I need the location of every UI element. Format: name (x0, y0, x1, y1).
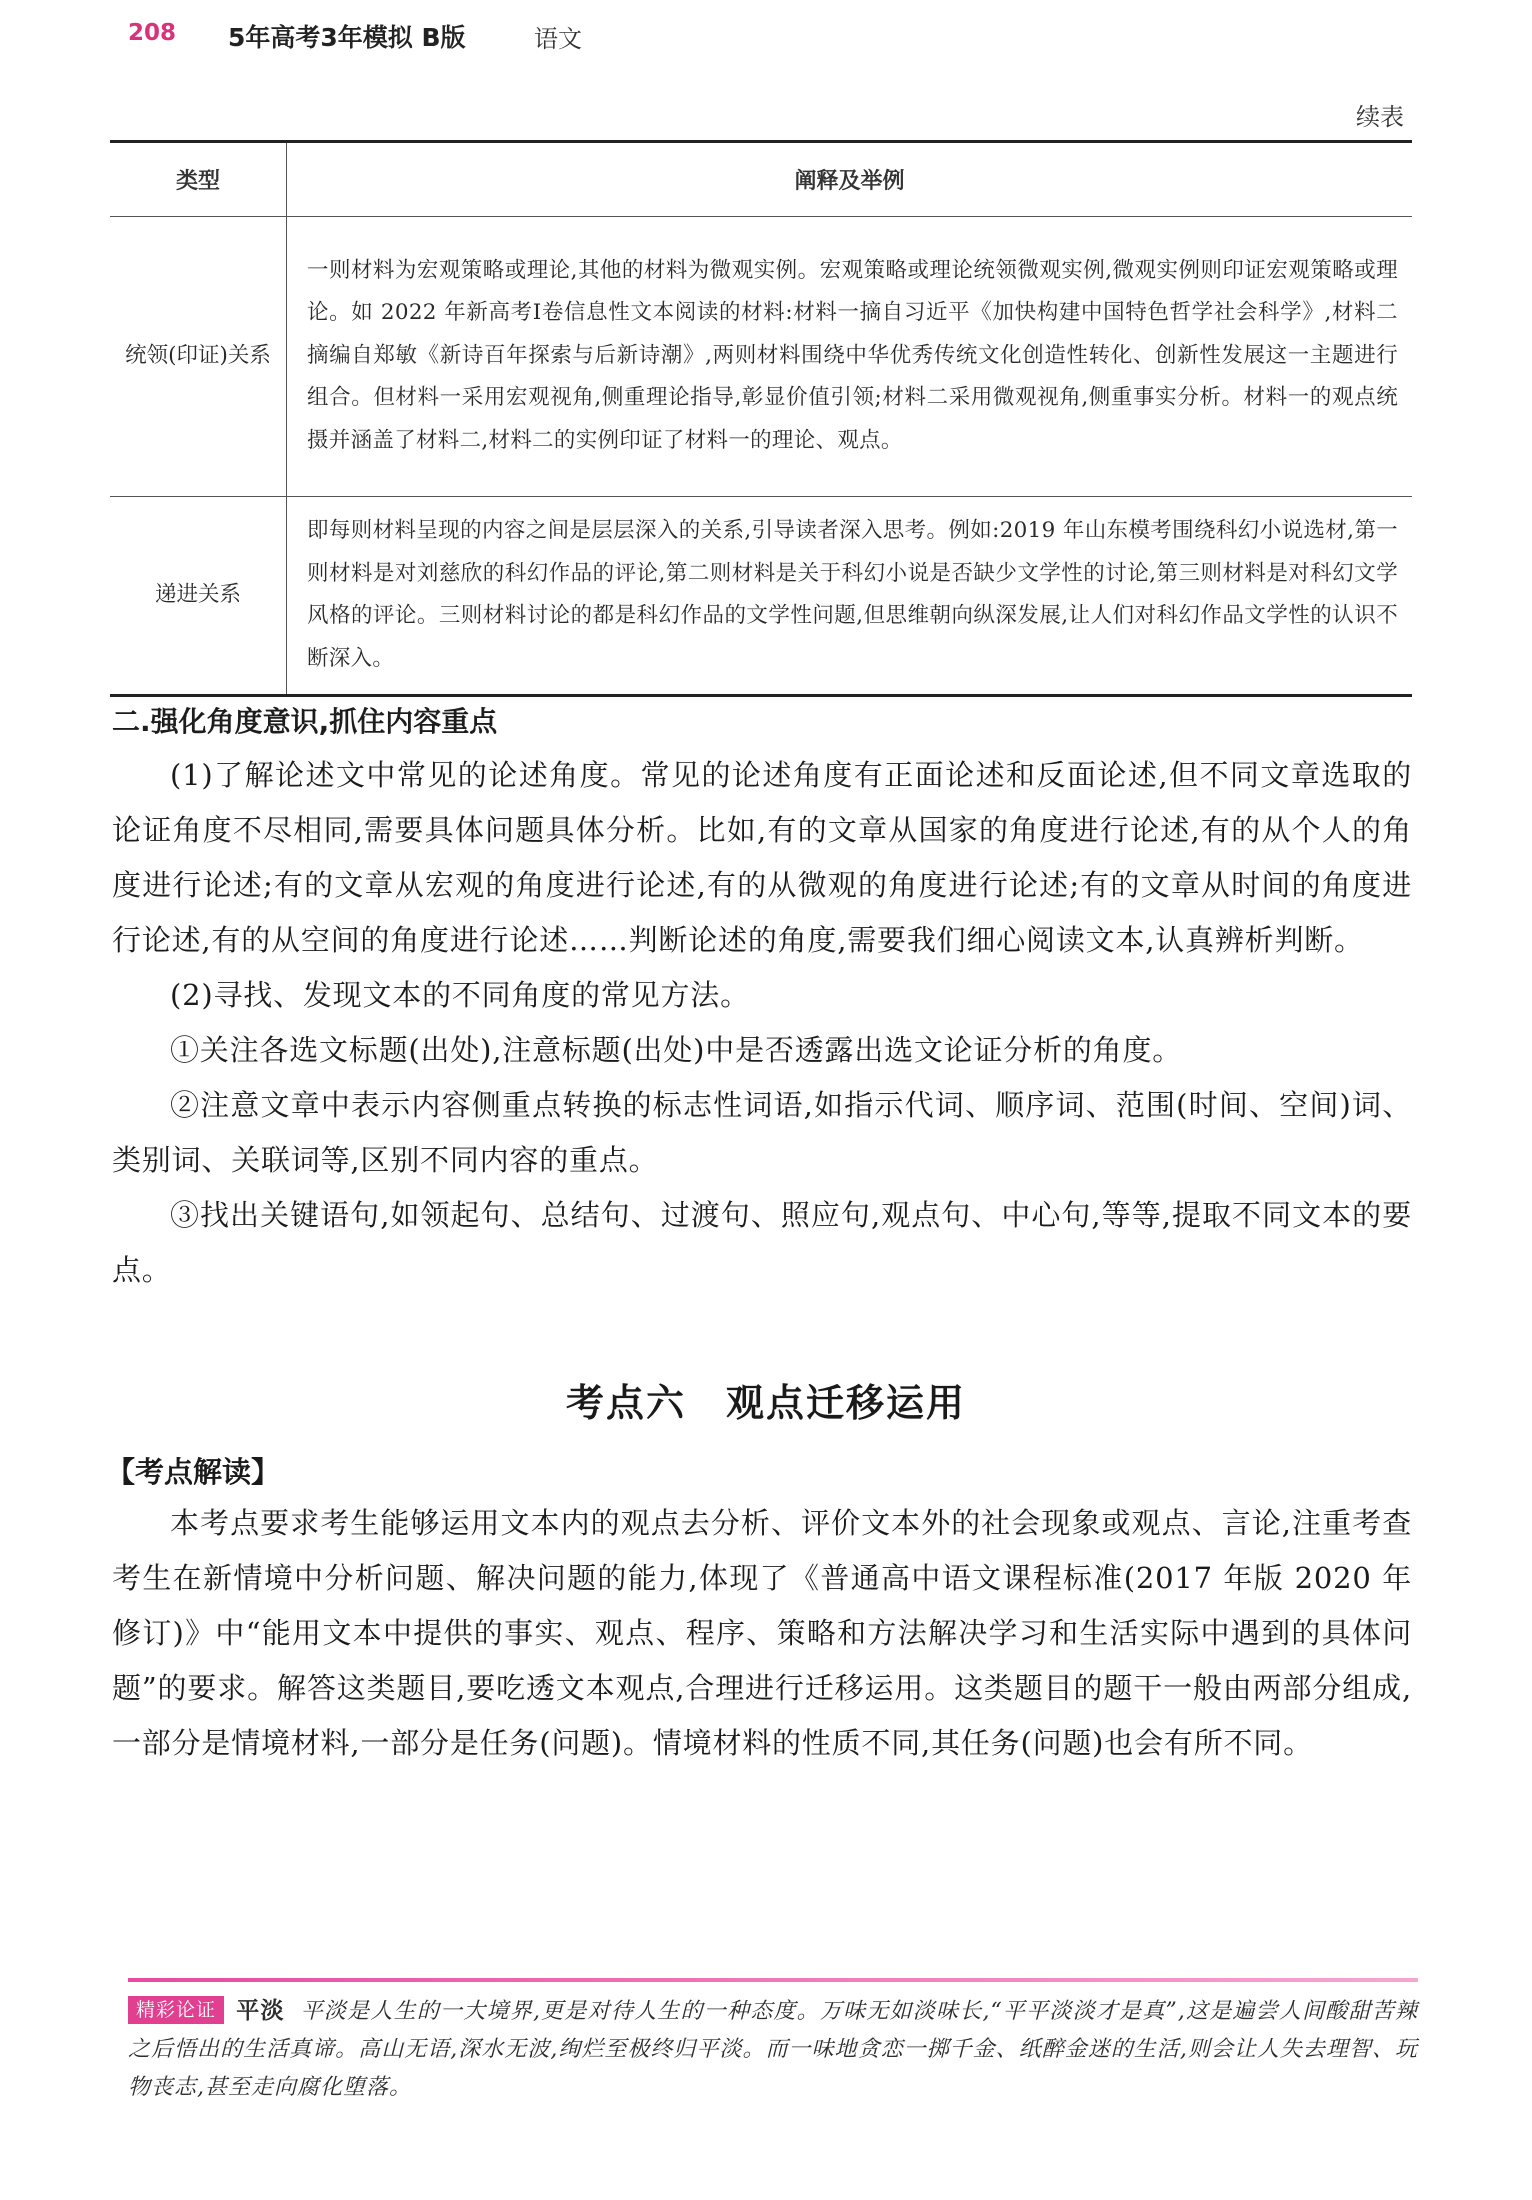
page-header (0, 0, 1532, 70)
table-row (110, 217, 1412, 497)
paragraph: ③找出关键语句,如领起句、总结句、过渡句、照应句,观点句、中心句,等等,提取不同文本的要点。 (112, 1198, 1412, 1287)
kaodian-title: 考点六 观点迁移运用 (565, 1381, 966, 1425)
kaodian-label: 【考点解读】 (106, 1455, 281, 1489)
table-header-row (110, 142, 1412, 217)
paragraph: (1)了解论述文中常见的论述角度。常见的论述角度有正面论述和反面论述,但不同文章选取的论证角度不尽相同,需要具体问题具体分析。比如,有的文章从国家的角度进行论述,有的从个人的角度进行论述;有的文章从宏观的角度进行论述,有的从微观的角度进行论述;有的文章从时间的角度进行论述,有的从空间的角度进行论述……判断论述的角度,需要我们细心阅读文本,认真辨析判断。 (112, 758, 1412, 957)
footer-text: 平淡是人生的一大境界,更是对待人生的一种态度。万味无如淡味长,“平平淡淡才是真”,这是遍尝人间酸甜苦辣之后悟出的生活真谛。高山无语,深水无波,绚烂至极终归平淡。而一味地贪恋一掷千金、纸醉金迷的生活,则会让人失去理智、玩物丧志,甚至走向腐化堕落。 (128, 1999, 1419, 2100)
relation-table (110, 140, 1412, 697)
paragraph: ①关注各选文标题(出处),注意标题(出处)中是否透露出选文论证分析的角度。 (170, 1033, 1183, 1067)
footer-divider (128, 1978, 1418, 1982)
footer-note (128, 1992, 1418, 2107)
section-heading: 二.强化角度意识,抓住内容重点 (112, 705, 498, 738)
kaodian-body (112, 1496, 1412, 1771)
table-cell-description: 即每则材料呈现的内容之间是层层深入的关系,引导读者深入思考。例如:2019 年山东模考围绕科幻小说选材,第一则材料是对刘慈欣的科幻作品的评论,第二则材料是关于科幻小说是否缺少文学性的讨论,第三则材料是对科幻文学风格的评论。三则材料讨论的都是科幻作品的文学性问题,但思维朝向纵深发展,让人们对科幻作品文学性的认识不断深入。 (287, 497, 1413, 696)
table-row (110, 497, 1412, 696)
table-cell-type: 统领(印证)关系 (110, 217, 287, 497)
continued-label: 续表 (1356, 103, 1404, 131)
table-header-type: 类型 (110, 142, 287, 217)
table-cell-type: 递进关系 (110, 497, 287, 696)
footer-tag: 精彩论证 (128, 1996, 224, 2024)
paragraph: ②注意文章中表示内容侧重点转换的标志性词语,如指示代词、顺序词、范围(时间、空间)词、类别词、关联词等,区别不同内容的重点。 (112, 1088, 1412, 1177)
paragraph: 本考点要求考生能够运用文本内的观点去分析、评价文本外的社会现象或观点、言论,注重考查考生在新情境中分析问题、解决问题的能力,体现了《普通高中语文课程标准(2017 年版 2020 年修订)》中“能用文本中提供的事实、观点、程序、策略和方法解决学习和生活实际中遇到的具体问题”的要求。解答这类题目,要吃透文本观点,合理进行迁移运用。这类题目的题干一般由两部分组成,一部分是情境材料,一部分是任务(问题)。情境材料的性质不同,其任务(问题)也会有所不同。 (112, 1506, 1412, 1760)
book-title: 5年高考3年模拟 B版 (228, 23, 466, 52)
paragraph: (2)寻找、发现文本的不同角度的常见方法。 (170, 978, 750, 1012)
subject-label: 语文 (534, 25, 582, 53)
page-number: 208 (128, 20, 177, 46)
table-cell-description: 一则材料为宏观策略或理论,其他的材料为微观实例。宏观策略或理论统领微观实例,微观实例则印证宏观策略或理论。如 2022 年新高考Ⅰ卷信息性文本阅读的材料:材料一摘自习近平《加快构建中国特色哲学社会科学》,材料二摘编自郑敏《新诗百年探索与后新诗潮》,两则材料围绕中华优秀传统文化创造性转化、创新性发展这一主题进行组合。但材料一采用宏观视角,侧重理论指导,彰显价值引领;材料二采用微观视角,侧重事实分析。材料一的观点统摄并涵盖了材料二,材料二的实例印证了材料一的理论、观点。 (287, 217, 1413, 497)
section-body (112, 748, 1412, 1298)
table-header-description: 阐释及举例 (287, 142, 1413, 217)
footer-title: 平淡 (236, 1997, 285, 2024)
